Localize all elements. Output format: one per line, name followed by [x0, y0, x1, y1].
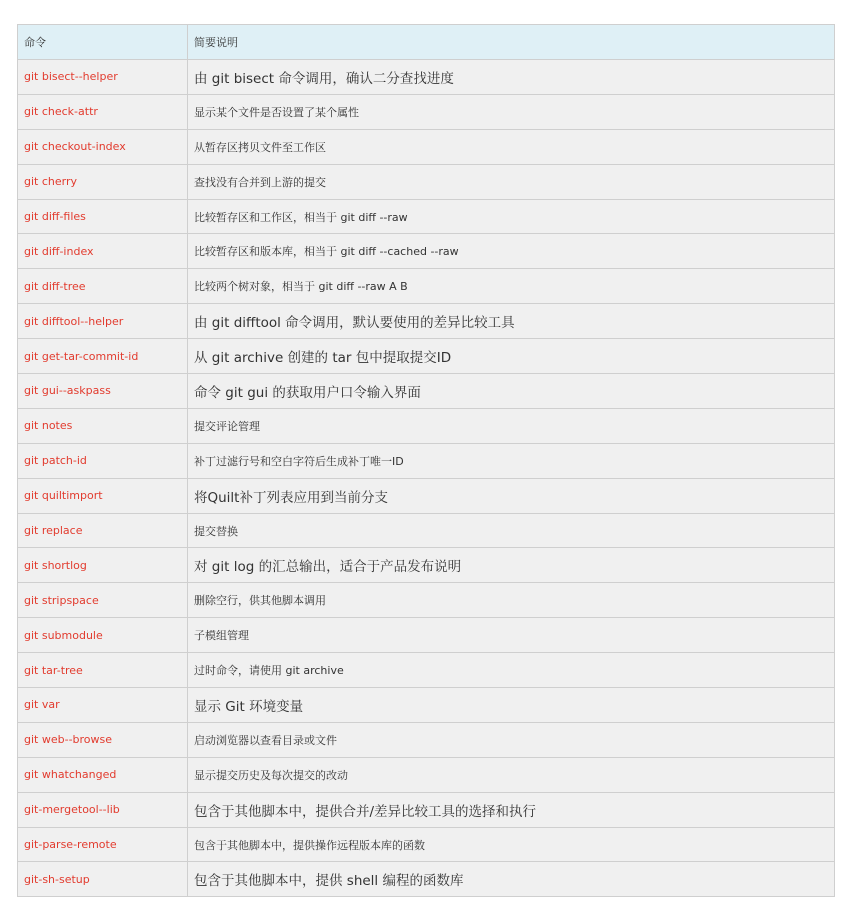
command-cell: git bisect--helper	[18, 60, 188, 95]
description-cell: 从 git archive 创建的 tar 包中提取提交ID	[188, 339, 835, 374]
table-body	[18, 60, 835, 897]
command-cell: git difftool--helper	[18, 304, 188, 339]
description-cell: 包含于其他脚本中，提供操作远程版本库的函数	[188, 827, 835, 862]
command-cell: git replace	[18, 513, 188, 548]
command-cell: git get-tar-commit-id	[18, 339, 188, 374]
command-cell: git submodule	[18, 618, 188, 653]
description-cell: 启动浏览器以查看目录或文件	[188, 722, 835, 757]
table-row	[18, 792, 835, 827]
command-cell: git tar-tree	[18, 653, 188, 688]
command-cell: git whatchanged	[18, 757, 188, 792]
table-row	[18, 94, 835, 129]
table-row	[18, 304, 835, 339]
table-row	[18, 129, 835, 164]
description-cell: 包含于其他脚本中，提供 shell 编程的函数库	[188, 862, 835, 897]
command-cell: git web--browse	[18, 722, 188, 757]
column-header-description: 简要说明	[188, 25, 835, 60]
description-cell: 提交替换	[188, 513, 835, 548]
table-row	[18, 548, 835, 583]
description-cell: 显示某个文件是否设置了某个属性	[188, 94, 835, 129]
table-row	[18, 583, 835, 618]
description-cell: 查找没有合并到上游的提交	[188, 164, 835, 199]
table-header-row	[18, 25, 835, 60]
table-row	[18, 234, 835, 269]
command-cell: git gui--askpass	[18, 374, 188, 409]
table-row	[18, 269, 835, 304]
command-cell: git-sh-setup	[18, 862, 188, 897]
table-row	[18, 513, 835, 548]
description-cell: 比较暂存区和工作区，相当于 git diff --raw	[188, 199, 835, 234]
description-cell: 过时命令，请使用 git archive	[188, 653, 835, 688]
command-cell: git diff-files	[18, 199, 188, 234]
command-cell: git quiltimport	[18, 478, 188, 513]
table-row	[18, 653, 835, 688]
table-row	[18, 199, 835, 234]
command-cell: git notes	[18, 408, 188, 443]
table-row	[18, 827, 835, 862]
command-cell: git checkout-index	[18, 129, 188, 164]
description-cell: 包含于其他脚本中，提供合并/差异比较工具的选择和执行	[188, 792, 835, 827]
command-cell: git-parse-remote	[18, 827, 188, 862]
description-cell: 对 git log 的汇总输出，适合于产品发布说明	[188, 548, 835, 583]
command-cell: git stripspace	[18, 583, 188, 618]
command-cell: git-mergetool--lib	[18, 792, 188, 827]
description-cell: 提交评论管理	[188, 408, 835, 443]
description-cell: 删除空行，供其他脚本调用	[188, 583, 835, 618]
command-cell: git check-attr	[18, 94, 188, 129]
command-cell: git diff-index	[18, 234, 188, 269]
table-row	[18, 408, 835, 443]
description-cell: 从暂存区拷贝文件至工作区	[188, 129, 835, 164]
description-cell: 由 git bisect 命令调用，确认二分查找进度	[188, 60, 835, 95]
table-row	[18, 618, 835, 653]
command-cell: git shortlog	[18, 548, 188, 583]
table-row	[18, 757, 835, 792]
description-cell: 子模组管理	[188, 618, 835, 653]
table-row	[18, 339, 835, 374]
command-table	[17, 24, 835, 897]
table-row	[18, 374, 835, 409]
description-cell: 比较暂存区和版本库，相当于 git diff --cached --raw	[188, 234, 835, 269]
table-row	[18, 688, 835, 723]
table-row	[18, 60, 835, 95]
command-cell: git patch-id	[18, 443, 188, 478]
table-row	[18, 478, 835, 513]
table-row	[18, 722, 835, 757]
table-row	[18, 164, 835, 199]
description-cell: 显示 Git 环境变量	[188, 688, 835, 723]
table-row	[18, 862, 835, 897]
description-cell: 将Quilt补丁列表应用到当前分支	[188, 478, 835, 513]
column-header-command: 命令	[18, 25, 188, 60]
description-cell: 补丁过滤行号和空白字符后生成补丁唯一ID	[188, 443, 835, 478]
command-cell: git diff-tree	[18, 269, 188, 304]
description-cell: 显示提交历史及每次提交的改动	[188, 757, 835, 792]
description-cell: 比较两个树对象，相当于 git diff --raw A B	[188, 269, 835, 304]
table-row	[18, 443, 835, 478]
command-cell: git cherry	[18, 164, 188, 199]
description-cell: 命令 git gui 的获取用户口令输入界面	[188, 374, 835, 409]
description-cell: 由 git difftool 命令调用，默认要使用的差异比较工具	[188, 304, 835, 339]
command-cell: git var	[18, 688, 188, 723]
